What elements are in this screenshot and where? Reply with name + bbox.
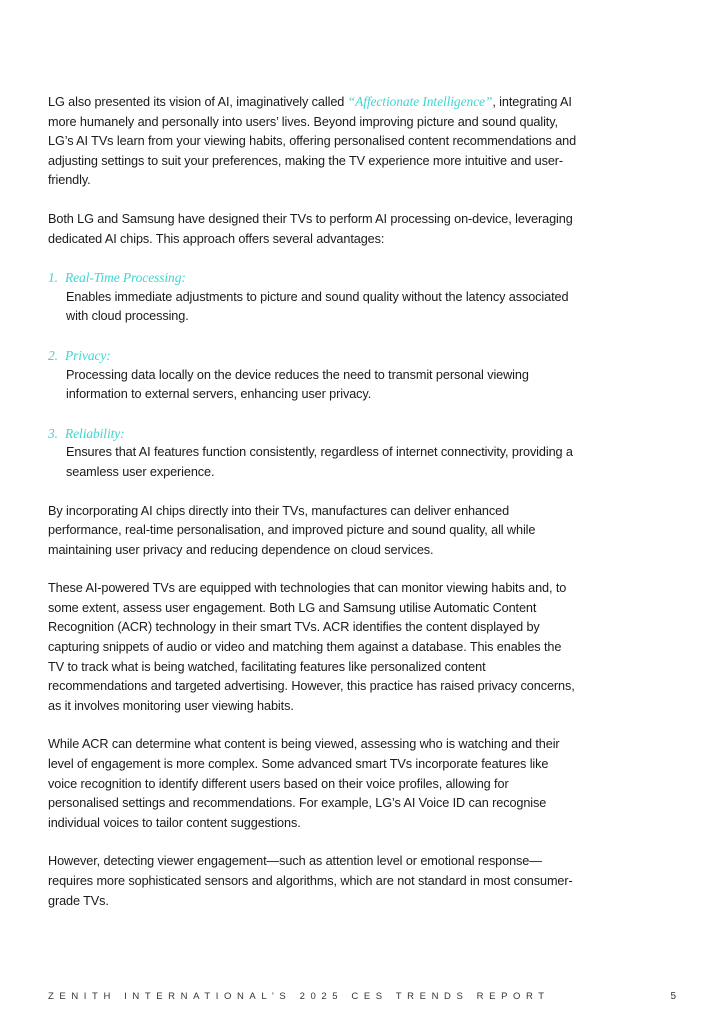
list-item-number: 1. — [48, 270, 58, 286]
intro-text-before: LG also presented its vision of AI, imaginatively called — [48, 95, 348, 109]
list-item-reliability — [48, 424, 578, 483]
incorporating-paragraph: By incorporating AI chips directly into their TVs, manufactures can deliver enhanced performance, real-time personalisation, and improved picture and sound quality, all while maintaining user privacy and reducing dependence on cloud services. — [48, 503, 536, 557]
list-item-body: Enables immediate adjustments to picture and sound quality without the latency associated with cloud processing. — [66, 289, 569, 324]
list-item-real-time-processing — [48, 268, 578, 327]
list-item-heading — [48, 268, 578, 288]
page-number: 5 — [670, 991, 676, 1002]
on-device-paragraph: Both LG and Samsung have designed their TVs to perform AI processing on-device, leveraging dedicated AI chips. This approach offers several advantages: — [48, 211, 573, 246]
list-item-number: 3. — [48, 425, 58, 441]
intro-text-after: , integrating AI more humanely and personally into users’ lives. Beyond improving picture and sound quality, LG’s AI TVs learn from your viewing habits, offering personalised content recommendations and adjusting settings to suit your preferences, making the TV experience more intuitive and user-friendly. — [48, 95, 577, 188]
report-title: ZENITH INTERNATIONAL’S 2025 CES TRENDS REPORT — [48, 991, 550, 1002]
engagement-paragraph: However, detecting viewer engagement—such as attention level or emotional response—requires more sophisticated sensors and algorithms, which are not standard in most consumer-grade TVs. — [48, 854, 573, 908]
list-item-heading — [48, 424, 578, 444]
list-item-title: Privacy: — [65, 347, 111, 363]
list-item-privacy — [48, 346, 578, 405]
list-item-title: Real-Time Processing: — [65, 270, 186, 286]
list-item-body: Processing data locally on the device reduces the need to transmit personal viewing information to external servers, enhancing user privacy. — [66, 367, 529, 402]
page-footer — [48, 991, 676, 1007]
report-body — [48, 92, 578, 930]
list-item-title: Reliability: — [65, 425, 125, 441]
intro-paragraph — [48, 92, 578, 191]
list-item-heading — [48, 346, 578, 366]
list-item-body: Ensures that AI features function consistently, regardless of internet connectivity, providing a seamless user experience. — [66, 445, 573, 479]
list-item-number: 2. — [48, 347, 58, 363]
voice-recognition-paragraph: While ACR can determine what content is being viewed, assessing who is watching and their level of engagement is more complex. Some advanced smart TVs incorporate features like voice recognition to identify different users based on their voice profiles, allowing for personalised settings and recommendations. For example, LG’s AI Voice ID can recognise individual voices to tailor content suggestions. — [48, 737, 560, 830]
affectionate-intelligence-highlight: “Affectionate Intelligence” — [347, 94, 493, 109]
acr-paragraph: These AI-powered TVs are equipped with technologies that can monitor viewing habits and, to some extent, assess user engagement. Both LG and Samsung utilise Automatic Content Recognition (ACR) technology in their smart TVs. ACR identifies the content displayed by capturing snippets of audio or video and matching them against a database. This enables the TV to track what is being watched, facilitating features like personalized content recommendations and targeted advertising. However, this practice has raised privacy concerns, as it involves monitoring user viewing habits. — [48, 581, 575, 713]
advantages-list — [48, 268, 578, 482]
